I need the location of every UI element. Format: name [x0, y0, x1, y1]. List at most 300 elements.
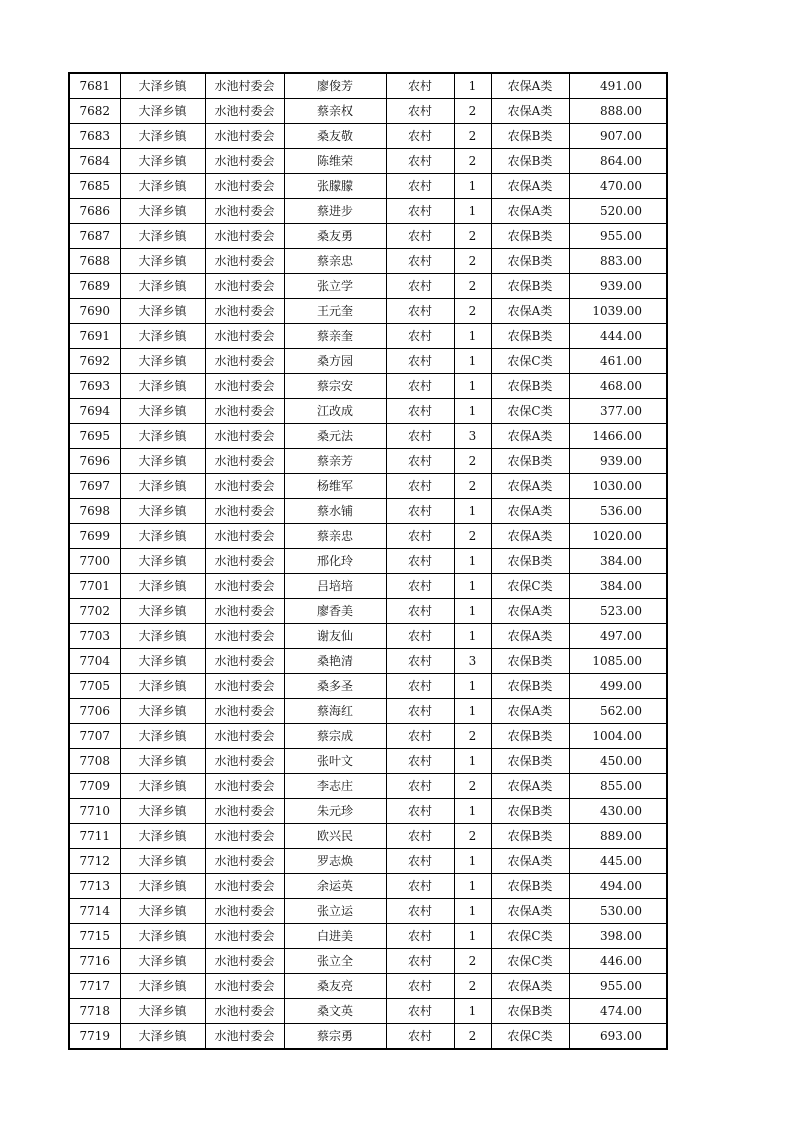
table-row [69, 974, 667, 999]
person-name-cell: 蔡水铺 [284, 499, 386, 524]
area-type-cell: 农村 [386, 224, 454, 249]
area-type-cell: 农村 [386, 299, 454, 324]
insurance-category-cell: 农保B类 [491, 274, 569, 299]
area-type-cell: 农村 [386, 374, 454, 399]
amount-cell: 1020.00 [569, 524, 667, 549]
table-row [69, 824, 667, 849]
village-committee-cell: 水池村委会 [205, 474, 284, 499]
area-type-cell: 农村 [386, 824, 454, 849]
village-committee-cell: 水池村委会 [205, 774, 284, 799]
person-name-cell: 张立全 [284, 949, 386, 974]
insurance-category-cell: 农保A类 [491, 599, 569, 624]
person-name-cell: 余运英 [284, 874, 386, 899]
township-cell: 大泽乡镇 [120, 549, 205, 574]
household-count-cell: 2 [454, 99, 491, 124]
household-count-cell: 1 [454, 749, 491, 774]
row-number-cell: 7711 [69, 824, 120, 849]
row-number-cell: 7688 [69, 249, 120, 274]
insurance-category-cell: 农保A类 [491, 899, 569, 924]
person-name-cell: 欧兴民 [284, 824, 386, 849]
table-row [69, 699, 667, 724]
township-cell: 大泽乡镇 [120, 424, 205, 449]
township-cell: 大泽乡镇 [120, 749, 205, 774]
township-cell: 大泽乡镇 [120, 249, 205, 274]
amount-cell: 384.00 [569, 574, 667, 599]
area-type-cell: 农村 [386, 249, 454, 274]
area-type-cell: 农村 [386, 1024, 454, 1050]
table-row [69, 474, 667, 499]
amount-cell: 1030.00 [569, 474, 667, 499]
row-number-cell: 7691 [69, 324, 120, 349]
table-row [69, 199, 667, 224]
table-row [69, 99, 667, 124]
area-type-cell: 农村 [386, 924, 454, 949]
village-committee-cell: 水池村委会 [205, 174, 284, 199]
area-type-cell: 农村 [386, 199, 454, 224]
amount-cell: 430.00 [569, 799, 667, 824]
village-committee-cell: 水池村委会 [205, 699, 284, 724]
amount-cell: 470.00 [569, 174, 667, 199]
person-name-cell: 桑文英 [284, 999, 386, 1024]
row-number-cell: 7708 [69, 749, 120, 774]
area-type-cell: 农村 [386, 674, 454, 699]
amount-cell: 494.00 [569, 874, 667, 899]
amount-cell: 883.00 [569, 249, 667, 274]
table-row [69, 574, 667, 599]
amount-cell: 520.00 [569, 199, 667, 224]
area-type-cell: 农村 [386, 149, 454, 174]
township-cell: 大泽乡镇 [120, 674, 205, 699]
area-type-cell: 农村 [386, 424, 454, 449]
area-type-cell: 农村 [386, 799, 454, 824]
amount-cell: 398.00 [569, 924, 667, 949]
amount-cell: 1004.00 [569, 724, 667, 749]
person-name-cell: 廖香美 [284, 599, 386, 624]
row-number-cell: 7712 [69, 849, 120, 874]
area-type-cell: 农村 [386, 499, 454, 524]
household-count-cell: 1 [454, 399, 491, 424]
person-name-cell: 张立运 [284, 899, 386, 924]
insurance-category-cell: 农保C类 [491, 399, 569, 424]
insurance-category-cell: 农保B类 [491, 449, 569, 474]
person-name-cell: 张朦朦 [284, 174, 386, 199]
row-number-cell: 7714 [69, 899, 120, 924]
table-row [69, 549, 667, 574]
insurance-category-cell: 农保B类 [491, 999, 569, 1024]
village-committee-cell: 水池村委会 [205, 949, 284, 974]
township-cell: 大泽乡镇 [120, 149, 205, 174]
amount-cell: 523.00 [569, 599, 667, 624]
person-name-cell: 江改成 [284, 399, 386, 424]
row-number-cell: 7682 [69, 99, 120, 124]
insurance-category-cell: 农保C类 [491, 1024, 569, 1050]
village-committee-cell: 水池村委会 [205, 549, 284, 574]
village-committee-cell: 水池村委会 [205, 149, 284, 174]
amount-cell: 491.00 [569, 73, 667, 99]
row-number-cell: 7710 [69, 799, 120, 824]
amount-cell: 1039.00 [569, 299, 667, 324]
village-committee-cell: 水池村委会 [205, 399, 284, 424]
area-type-cell: 农村 [386, 324, 454, 349]
household-count-cell: 2 [454, 774, 491, 799]
row-number-cell: 7717 [69, 974, 120, 999]
amount-cell: 499.00 [569, 674, 667, 699]
household-count-cell: 1 [454, 674, 491, 699]
village-committee-cell: 水池村委会 [205, 274, 284, 299]
table-row [69, 849, 667, 874]
person-name-cell: 蔡宗安 [284, 374, 386, 399]
amount-cell: 693.00 [569, 1024, 667, 1050]
person-name-cell: 桑友勇 [284, 224, 386, 249]
village-committee-cell: 水池村委会 [205, 974, 284, 999]
table-row [69, 249, 667, 274]
person-name-cell: 张叶文 [284, 749, 386, 774]
person-name-cell: 吕培培 [284, 574, 386, 599]
table-row [69, 374, 667, 399]
township-cell: 大泽乡镇 [120, 599, 205, 624]
township-cell: 大泽乡镇 [120, 174, 205, 199]
row-number-cell: 7683 [69, 124, 120, 149]
row-number-cell: 7704 [69, 649, 120, 674]
person-name-cell: 桑友敬 [284, 124, 386, 149]
amount-cell: 562.00 [569, 699, 667, 724]
township-cell: 大泽乡镇 [120, 274, 205, 299]
township-cell: 大泽乡镇 [120, 199, 205, 224]
household-count-cell: 2 [454, 474, 491, 499]
household-count-cell: 1 [454, 849, 491, 874]
township-cell: 大泽乡镇 [120, 799, 205, 824]
insurance-category-cell: 农保A类 [491, 699, 569, 724]
person-name-cell: 桑方园 [284, 349, 386, 374]
table-row [69, 674, 667, 699]
person-name-cell: 蔡宗勇 [284, 1024, 386, 1050]
village-committee-cell: 水池村委会 [205, 224, 284, 249]
insurance-category-cell: 农保B类 [491, 374, 569, 399]
row-number-cell: 7695 [69, 424, 120, 449]
table-row [69, 1024, 667, 1050]
table-row [69, 924, 667, 949]
row-number-cell: 7703 [69, 624, 120, 649]
household-count-cell: 1 [454, 73, 491, 99]
table-row [69, 124, 667, 149]
row-number-cell: 7692 [69, 349, 120, 374]
township-cell: 大泽乡镇 [120, 649, 205, 674]
township-cell: 大泽乡镇 [120, 949, 205, 974]
amount-cell: 377.00 [569, 399, 667, 424]
table-row [69, 349, 667, 374]
insurance-category-cell: 农保A类 [491, 849, 569, 874]
person-name-cell: 蔡亲忠 [284, 524, 386, 549]
village-committee-cell: 水池村委会 [205, 524, 284, 549]
household-count-cell: 1 [454, 174, 491, 199]
household-count-cell: 1 [454, 374, 491, 399]
household-count-cell: 1 [454, 199, 491, 224]
person-name-cell: 蔡亲奎 [284, 324, 386, 349]
table-row [69, 449, 667, 474]
area-type-cell: 农村 [386, 574, 454, 599]
township-cell: 大泽乡镇 [120, 874, 205, 899]
township-cell: 大泽乡镇 [120, 399, 205, 424]
row-number-cell: 7693 [69, 374, 120, 399]
village-committee-cell: 水池村委会 [205, 824, 284, 849]
amount-cell: 536.00 [569, 499, 667, 524]
amount-cell: 384.00 [569, 549, 667, 574]
row-number-cell: 7706 [69, 699, 120, 724]
table-row [69, 799, 667, 824]
person-name-cell: 蔡海红 [284, 699, 386, 724]
amount-cell: 939.00 [569, 449, 667, 474]
area-type-cell: 农村 [386, 124, 454, 149]
area-type-cell: 农村 [386, 73, 454, 99]
area-type-cell: 农村 [386, 474, 454, 499]
area-type-cell: 农村 [386, 974, 454, 999]
area-type-cell: 农村 [386, 174, 454, 199]
amount-cell: 446.00 [569, 949, 667, 974]
table-row [69, 149, 667, 174]
insurance-category-cell: 农保B类 [491, 724, 569, 749]
insurance-category-cell: 农保C类 [491, 949, 569, 974]
township-cell: 大泽乡镇 [120, 624, 205, 649]
area-type-cell: 农村 [386, 999, 454, 1024]
amount-cell: 445.00 [569, 849, 667, 874]
table-row [69, 774, 667, 799]
insurance-category-cell: 农保A类 [491, 974, 569, 999]
amount-cell: 889.00 [569, 824, 667, 849]
table-row [69, 649, 667, 674]
amount-cell: 450.00 [569, 749, 667, 774]
table-row [69, 949, 667, 974]
household-count-cell: 1 [454, 349, 491, 374]
row-number-cell: 7697 [69, 474, 120, 499]
household-count-cell: 1 [454, 874, 491, 899]
insurance-category-cell: 农保A类 [491, 199, 569, 224]
insurance-category-cell: 农保B类 [491, 749, 569, 774]
row-number-cell: 7681 [69, 73, 120, 99]
area-type-cell: 农村 [386, 899, 454, 924]
row-number-cell: 7690 [69, 299, 120, 324]
table-row [69, 499, 667, 524]
household-count-cell: 2 [454, 249, 491, 274]
table-row [69, 224, 667, 249]
row-number-cell: 7718 [69, 999, 120, 1024]
area-type-cell: 农村 [386, 624, 454, 649]
village-committee-cell: 水池村委会 [205, 574, 284, 599]
area-type-cell: 农村 [386, 449, 454, 474]
person-name-cell: 蔡宗成 [284, 724, 386, 749]
table-row [69, 874, 667, 899]
household-count-cell: 2 [454, 824, 491, 849]
table-row [69, 749, 667, 774]
row-number-cell: 7713 [69, 874, 120, 899]
township-cell: 大泽乡镇 [120, 374, 205, 399]
insurance-category-cell: 农保A类 [491, 524, 569, 549]
insurance-category-cell: 农保A类 [491, 99, 569, 124]
person-name-cell: 白进美 [284, 924, 386, 949]
insurance-category-cell: 农保B类 [491, 149, 569, 174]
village-committee-cell: 水池村委会 [205, 999, 284, 1024]
insurance-category-cell: 农保A类 [491, 73, 569, 99]
area-type-cell: 农村 [386, 274, 454, 299]
village-committee-cell: 水池村委会 [205, 249, 284, 274]
person-name-cell: 谢友仙 [284, 624, 386, 649]
insurance-category-cell: 农保A类 [491, 499, 569, 524]
person-name-cell: 蔡亲芳 [284, 449, 386, 474]
household-count-cell: 1 [454, 924, 491, 949]
table-row [69, 299, 667, 324]
row-number-cell: 7719 [69, 1024, 120, 1050]
insurance-category-cell: 农保B类 [491, 649, 569, 674]
household-count-cell: 1 [454, 899, 491, 924]
village-committee-cell: 水池村委会 [205, 624, 284, 649]
person-name-cell: 桑艳清 [284, 649, 386, 674]
household-count-cell: 2 [454, 149, 491, 174]
village-committee-cell: 水池村委会 [205, 73, 284, 99]
person-name-cell: 廖俊芳 [284, 73, 386, 99]
household-count-cell: 1 [454, 999, 491, 1024]
amount-cell: 468.00 [569, 374, 667, 399]
household-count-cell: 1 [454, 499, 491, 524]
insurance-category-cell: 农保A类 [491, 624, 569, 649]
village-committee-cell: 水池村委会 [205, 1024, 284, 1050]
table-row [69, 73, 667, 99]
village-committee-cell: 水池村委会 [205, 599, 284, 624]
township-cell: 大泽乡镇 [120, 124, 205, 149]
person-name-cell: 蔡亲权 [284, 99, 386, 124]
row-number-cell: 7685 [69, 174, 120, 199]
row-number-cell: 7715 [69, 924, 120, 949]
household-count-cell: 2 [454, 299, 491, 324]
household-count-cell: 1 [454, 624, 491, 649]
area-type-cell: 农村 [386, 874, 454, 899]
person-name-cell: 张立学 [284, 274, 386, 299]
amount-cell: 1466.00 [569, 424, 667, 449]
row-number-cell: 7705 [69, 674, 120, 699]
village-committee-cell: 水池村委会 [205, 649, 284, 674]
row-number-cell: 7700 [69, 549, 120, 574]
area-type-cell: 农村 [386, 349, 454, 374]
row-number-cell: 7709 [69, 774, 120, 799]
area-type-cell: 农村 [386, 724, 454, 749]
household-count-cell: 1 [454, 799, 491, 824]
area-type-cell: 农村 [386, 99, 454, 124]
household-count-cell: 3 [454, 649, 491, 674]
amount-cell: 461.00 [569, 349, 667, 374]
insurance-category-cell: 农保A类 [491, 474, 569, 499]
table-row [69, 724, 667, 749]
insurance-category-cell: 农保A类 [491, 299, 569, 324]
amount-cell: 1085.00 [569, 649, 667, 674]
township-cell: 大泽乡镇 [120, 224, 205, 249]
village-committee-cell: 水池村委会 [205, 374, 284, 399]
household-count-cell: 2 [454, 449, 491, 474]
person-name-cell: 桑多圣 [284, 674, 386, 699]
village-committee-cell: 水池村委会 [205, 324, 284, 349]
person-name-cell: 邢化玲 [284, 549, 386, 574]
household-count-cell: 1 [454, 599, 491, 624]
records-table [68, 72, 668, 1050]
area-type-cell: 农村 [386, 774, 454, 799]
insurance-category-cell: 农保B类 [491, 224, 569, 249]
row-number-cell: 7707 [69, 724, 120, 749]
household-count-cell: 1 [454, 699, 491, 724]
insurance-category-cell: 农保B类 [491, 824, 569, 849]
table-row [69, 424, 667, 449]
household-count-cell: 1 [454, 574, 491, 599]
village-committee-cell: 水池村委会 [205, 449, 284, 474]
household-count-cell: 3 [454, 424, 491, 449]
household-count-cell: 2 [454, 974, 491, 999]
person-name-cell: 陈维荣 [284, 149, 386, 174]
village-committee-cell: 水池村委会 [205, 124, 284, 149]
row-number-cell: 7689 [69, 274, 120, 299]
amount-cell: 474.00 [569, 999, 667, 1024]
household-count-cell: 2 [454, 274, 491, 299]
area-type-cell: 农村 [386, 399, 454, 424]
township-cell: 大泽乡镇 [120, 1024, 205, 1050]
village-committee-cell: 水池村委会 [205, 424, 284, 449]
row-number-cell: 7686 [69, 199, 120, 224]
area-type-cell: 农村 [386, 699, 454, 724]
amount-cell: 855.00 [569, 774, 667, 799]
township-cell: 大泽乡镇 [120, 699, 205, 724]
township-cell: 大泽乡镇 [120, 824, 205, 849]
area-type-cell: 农村 [386, 749, 454, 774]
area-type-cell: 农村 [386, 849, 454, 874]
insurance-category-cell: 农保A类 [491, 174, 569, 199]
row-number-cell: 7696 [69, 449, 120, 474]
township-cell: 大泽乡镇 [120, 349, 205, 374]
township-cell: 大泽乡镇 [120, 449, 205, 474]
person-name-cell: 桑元法 [284, 424, 386, 449]
township-cell: 大泽乡镇 [120, 99, 205, 124]
village-committee-cell: 水池村委会 [205, 99, 284, 124]
township-cell: 大泽乡镇 [120, 299, 205, 324]
insurance-category-cell: 农保B类 [491, 674, 569, 699]
table-row [69, 624, 667, 649]
row-number-cell: 7701 [69, 574, 120, 599]
insurance-category-cell: 农保C类 [491, 574, 569, 599]
household-count-cell: 2 [454, 949, 491, 974]
township-cell: 大泽乡镇 [120, 849, 205, 874]
village-committee-cell: 水池村委会 [205, 924, 284, 949]
area-type-cell: 农村 [386, 649, 454, 674]
table-row [69, 524, 667, 549]
insurance-category-cell: 农保B类 [491, 799, 569, 824]
table-body [69, 73, 667, 1049]
insurance-category-cell: 农保C类 [491, 924, 569, 949]
township-cell: 大泽乡镇 [120, 774, 205, 799]
township-cell: 大泽乡镇 [120, 73, 205, 99]
amount-cell: 955.00 [569, 974, 667, 999]
person-name-cell: 朱元珍 [284, 799, 386, 824]
household-count-cell: 2 [454, 124, 491, 149]
insurance-category-cell: 农保B类 [491, 324, 569, 349]
row-number-cell: 7684 [69, 149, 120, 174]
insurance-category-cell: 农保A类 [491, 424, 569, 449]
table-row [69, 399, 667, 424]
amount-cell: 864.00 [569, 149, 667, 174]
insurance-category-cell: 农保B类 [491, 249, 569, 274]
amount-cell: 497.00 [569, 624, 667, 649]
township-cell: 大泽乡镇 [120, 574, 205, 599]
village-committee-cell: 水池村委会 [205, 899, 284, 924]
village-committee-cell: 水池村委会 [205, 674, 284, 699]
table-row [69, 274, 667, 299]
row-number-cell: 7702 [69, 599, 120, 624]
village-committee-cell: 水池村委会 [205, 749, 284, 774]
row-number-cell: 7716 [69, 949, 120, 974]
village-committee-cell: 水池村委会 [205, 724, 284, 749]
